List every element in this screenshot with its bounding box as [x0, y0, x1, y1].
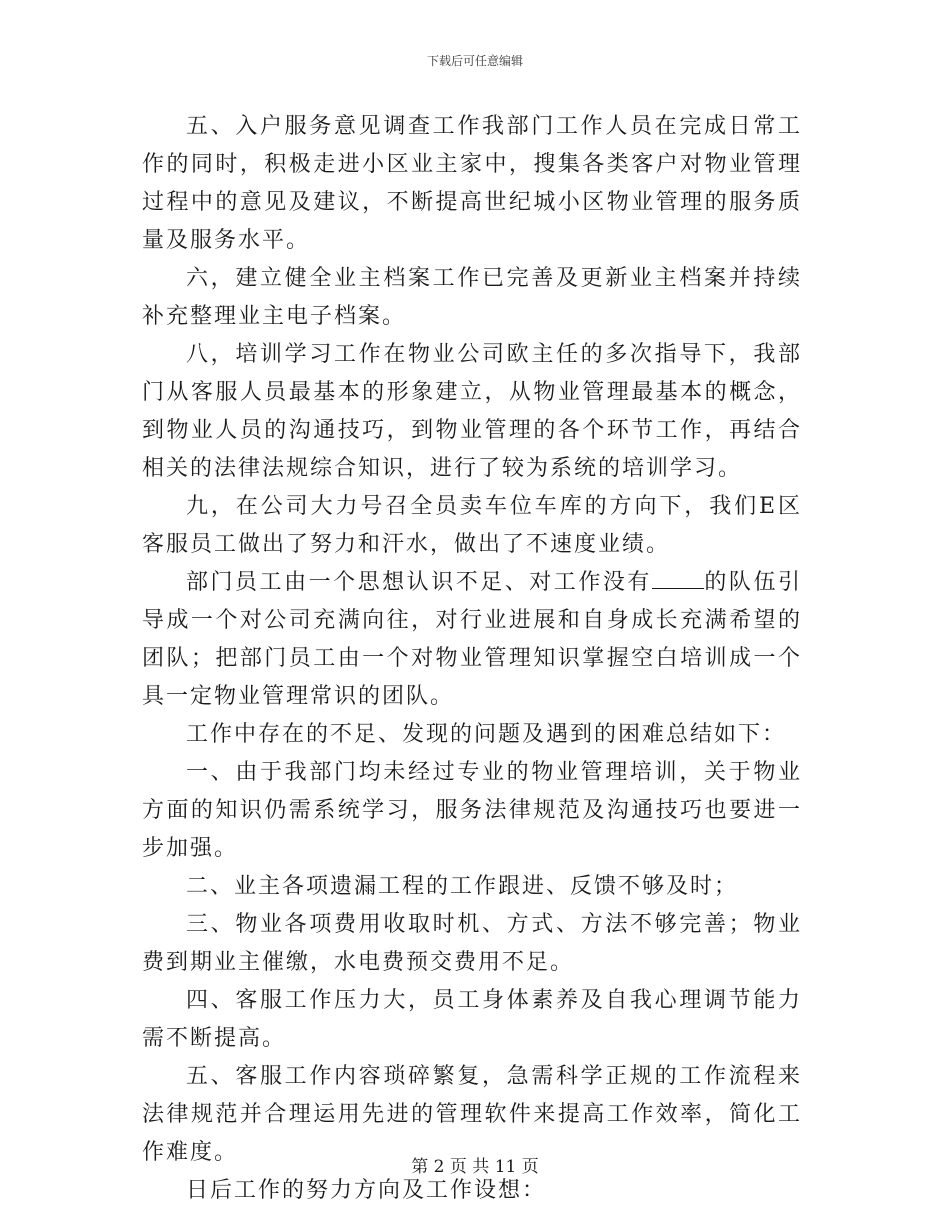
- paragraph: 四、客服工作压力大，员工身体素养及自我心理调节能力需不断提高。: [142, 988, 802, 1051]
- paragraph-text-after-blank: 的队伍引导成一个对公司充满向往，对行业进展和自身成长充满希望的团队；把部门员工由一个对物业管理知识掌握空白培训成一个具一定物业管理常识的团队。: [142, 570, 802, 709]
- paragraph: 工作中存在的不足、发现的问题及遇到的困难总结如下：: [186, 722, 787, 747]
- page-footer: 第 2 页 共 11 页: [411, 1157, 539, 1177]
- fill-in-blank: [652, 566, 704, 589]
- paragraph-with-blank: [142, 564, 802, 716]
- paragraph: 八，培训学习工作在物业公司欧主任的多次指导下，我部门从客服人员最基本的形象建立，从物业管理最基本的概念，到物业人员的沟通技巧，到物业管理的各个环节工作，再结合相关的法律法规综合知识，进行了较为系统的培训学习。: [142, 342, 802, 481]
- paragraph: 五、客服工作内容琐碎繁复，急需科学正规的工作流程来法律规范并合理运用先进的管理软件来提高工作效率，简化工作难度。: [142, 1064, 802, 1165]
- paragraph: 九，在公司大力号召全员卖车位车库的方向下，我们E区客服员工做出了努力和汗水，做出了不速度业绩。: [142, 494, 802, 557]
- paragraph: 五、入户服务意见调查工作我部门工作人员在完成日常工作的同时，积极走进小区业主家中，搜集各类客户对物业管理过程中的意见及建议，不断提高世纪城小区物业管理的服务质量及服务水平。: [142, 114, 802, 253]
- paragraph: 六，建立健全业主档案工作已完善及更新业主档案并持续补充整理业主电子档案。: [142, 266, 802, 329]
- paragraph-text-before-blank: 部门员工由一个思想认识不足、对工作没有: [186, 570, 652, 595]
- paragraph: 三、物业各项费用收取时机、方式、方法不够完善；物业费到期业主催缴，水电费预交费用不足。: [142, 912, 802, 975]
- page-header: 下载后可任意编辑: [426, 54, 523, 68]
- paragraph: 一、由于我部门均未经过专业的物业管理培训，关于物业方面的知识仍需系统学习，服务法律规范及沟通技巧也要进一步加强。: [142, 760, 802, 861]
- paragraph: 二、业主各项遗漏工程的工作跟进、反馈不够及时；: [186, 874, 739, 899]
- document-body: [142, 108, 802, 1210]
- paragraph: 日后工作的努力方向及工作设想：: [186, 1178, 547, 1203]
